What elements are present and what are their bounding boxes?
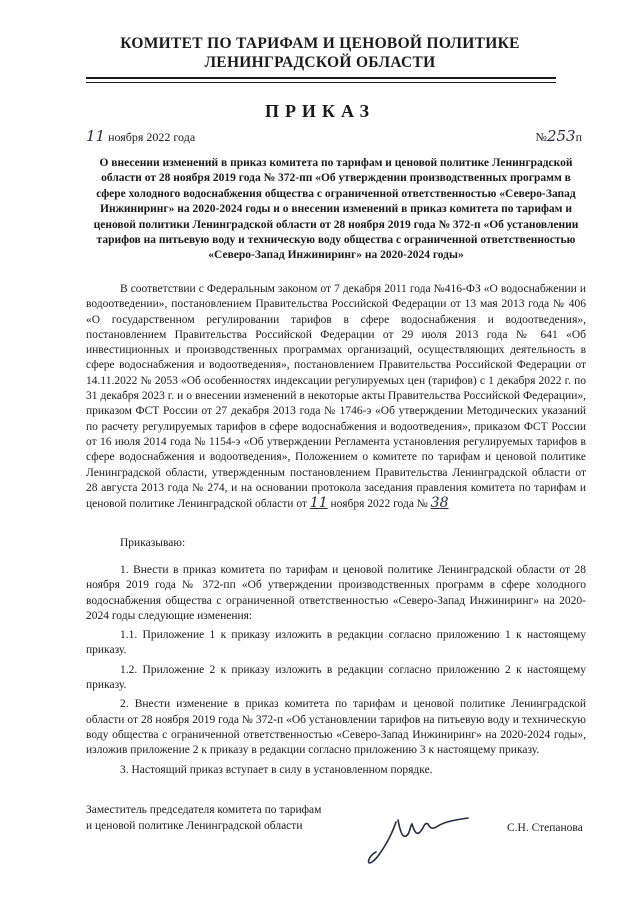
- header-rule-thick: [86, 77, 556, 79]
- position-line-2: и ценовой политике Ленинградской области: [86, 819, 303, 832]
- order-item: 1.2. Приложение 2 к приказу изложить в редакции согласно приложению 2 к настоящему приказу.: [86, 663, 586, 692]
- order-item: 3. Настоящий приказ вступает в силу в установленном порядке.: [120, 763, 433, 776]
- order-items: [86, 563, 586, 782]
- order-item: 1.1. Приложение 1 к приказу изложить в редакции согласно приложению 1 к настоящему приказу.: [86, 629, 586, 657]
- order-item: 1. Внести в приказ комитета по тарифам и ценовой политике Ленинградской области от 28 ноября 2019 года № 372-пп «Об утверждении производственных программ в сфере холодного водоснабжения общества с ограниченной ответственностью «Северо-Запад Инжиниринг» на 2020-2024 годы следующие изменения:: [86, 564, 586, 622]
- document-date: [86, 127, 195, 145]
- order-word: Приказываю:: [120, 537, 186, 549]
- date-rest: ноября 2022 года: [108, 130, 196, 144]
- header-rule-thin: [86, 82, 556, 83]
- position-line-1: Заместитель председателя комитета по тарифам: [86, 804, 322, 816]
- date-day-handwritten: 11: [86, 127, 106, 145]
- number-suffix: п: [575, 130, 582, 144]
- document-title: ПРИКАЗ: [264, 101, 376, 121]
- org-line-2: ЛЕНИНГРАДСКОЙ ОБЛАСТИ: [204, 54, 436, 71]
- org-line-1: КОМИТЕТ ПО ТАРИФАМ И ЦЕНОВОЙ ПОЛИТИКЕ: [120, 35, 520, 52]
- preamble-handwritten-number: 38: [430, 495, 449, 512]
- organization-header: [80, 34, 560, 72]
- preamble-text: В соответствии с Федеральным законом от 7 декабря 2011 года №416-ФЗ «О водоснабжении и водоотведении», постановлением Правительства Российской Федерации от 13 мая 2013 года № 406 «О государственном регулировании тарифов в сфере водоснабжения и водоотведения», постановлением Правительства Российской Федерации от 29 июля 2013 года № 641 «Об инвестиционных и производственных программах организаций, осуществляющих деятельность в сфере водоснабжения и водоотведения», постановлением Правительства Российской Федерации от 14.11.2022 № 2053 «Об особенностях индексации регулируемых цен (тарифов) с 1 декабря 2022 г. по 31 декабря 2023 г. и о внесении изменений в некоторые акты Правительства Российской Федерации», приказом ФСТ России от 27 декабря 2013 года № 1746-э «Об утверждении Методических указаний по расчету регулируемых тарифов в сфере водоснабжения и водоотведения», приказом ФСТ России от 16 июля 2014 года № 1154-э «Об утверждении Регламента установления регулируемых тарифов в сфере водоснабжения и водоотведения», Положением о комитете по тарифам и ценовой политике Ленинградской области, утвержденным постановлением Правительства Ленинградской области от 28 августа 2013 года № 274, и на основании протокола заседания правления комитета по тарифам и ценовой политике Ленинградской области от: [86, 283, 586, 511]
- signatory-name: С.Н. Степанова: [507, 822, 583, 834]
- number-handwritten: 253: [546, 127, 576, 145]
- preamble-paragraph: [86, 282, 586, 512]
- handwritten-signature: [358, 800, 478, 870]
- signatory-position: [86, 803, 321, 834]
- document-number: [535, 127, 582, 145]
- preamble-handwritten-day: 11: [309, 495, 328, 512]
- preamble-mid: ноября 2022 года №: [330, 498, 428, 511]
- document-subject: О внесении изменений в приказ комитета по тарифам и ценовой политике Ленинградской области от 28 ноября 2019 года № 372-пп «Об утверждении производственных программ в сфере холодного водоснабжения общества с ограниченной ответственностью «Северо-Запад Инжиниринг» на 2020-2024 годы и о внесении изменений в приказ комитета по тарифам и ценовой политики Ленинградской области от 28 ноября 2019 года № 372-п «Об установлении тарифов на питьевую воду и техническую воду общества с ограниченной ответственностью «Северо-Запад Инжиниринг» на 2020-2024 годы»: [93, 157, 579, 262]
- order-item: 2. Внести изменение в приказ комитета по тарифам и ценовой политике Ленинградской области от 28 ноября 2019 года № 372-п «Об установлении тарифов на питьевую воду и техническую воду общества с ограниченной ответственностью «Северо-Запад Инжиниринг» на 2020-2024 годы», изложив приложение 2 к приказу в редакции согласно приложению 3 к настоящему приказу.: [86, 698, 586, 757]
- number-prefix: №: [535, 130, 547, 144]
